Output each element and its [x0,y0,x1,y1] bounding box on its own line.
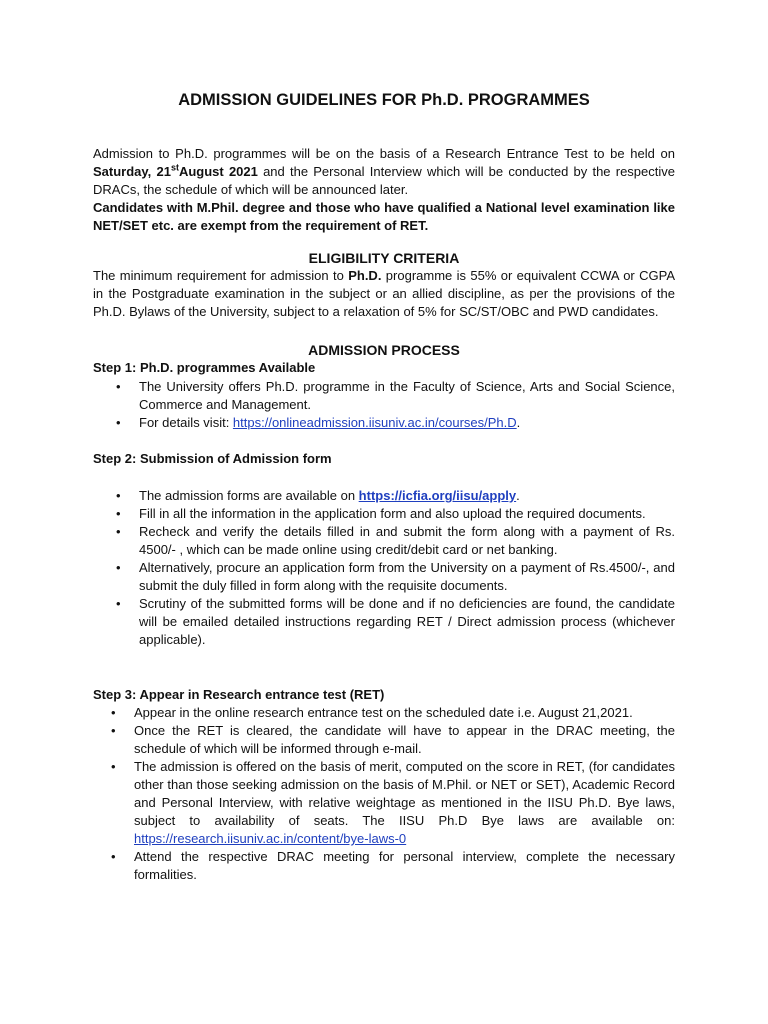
eligibility-heading: ELIGIBILITY CRITERIA [308,250,460,266]
exemption-paragraph: Candidates with M.Phil. degree and those who have qualified a National level examination like NET/SET etc. are exempt from the requirement of RET. [93,200,675,233]
list-item: • The University offers Ph.D. programme in the Faculty of Science, Arts and Social Science, Commerce and Management. [139,378,675,414]
list-item: • The admission forms are available on https://icfia.org/iisu/apply. [139,487,675,505]
ret-date: Saturday, 21stAugust 2021 [93,162,258,179]
step2-list [139,487,675,649]
page-title: ADMISSION GUIDELINES FOR Ph.D. PROGRAMMES [178,91,590,109]
bye-laws-link[interactable]: https://research.iisuniv.ac.in/content/bye-laws-0 [134,831,407,846]
list-item: • For details visit: https://onlineadmission.iisuniv.ac.in/courses/Ph.D. [139,414,675,432]
step2-title: Step 2: Submission of Admission form [93,451,332,466]
list-item: • Appear in the online research entrance test on the scheduled date i.e. August 21,2021. [134,704,675,722]
intro-text-2: and the Personal Interview which will be conducted by the respective DRACs, the schedule of which will be announced later. [93,164,675,197]
eligibility-paragraph: The minimum requirement for admission to Ph.D. programme is 55% or equivalent CCWA or CGPA in the Postgraduate examination in the subject or an allied discipline, as per the provisions of the Ph.D. Bylaws of the University, subject to a relaxation of 5% for SC/ST/OBC and PWD candidates. [93,268,675,319]
courses-link[interactable]: https://onlineadmission.iisuniv.ac.in/courses/Ph.D [232,415,517,430]
list-item: • Alternatively, procure an application form from the University on a payment of Rs.4500/-, and submit the duly filled in form along with the requisite documents. [139,559,675,595]
intro-text: Admission to Ph.D. programmes will be on the basis of a Research Entrance Test to be held on [93,146,675,161]
step3-list [134,704,675,884]
apply-link[interactable]: https://icfia.org/iisu/apply [358,488,517,503]
eligibility-section [93,267,675,321]
list-item: • Fill in all the information in the application form and also upload the required documents. [139,505,675,523]
list-item: • Once the RET is cleared, the candidate will have to appear in the DRAC meeting, the schedule of which will be informed through e-mail. [134,722,675,758]
step3-title: Step 3: Appear in Research entrance test (RET) [93,687,385,702]
step1-title: Step 1: Ph.D. programmes Available [93,360,316,375]
list-item: • Scrutiny of the submitted forms will be done and if no deficiencies are found, the candidate will be emailed detailed instructions regarding RET / Direct admission process (whichever applicable). [139,595,675,649]
admission-process-heading: ADMISSION PROCESS [308,342,460,358]
intro-paragraph [93,145,675,199]
list-item: • Recheck and verify the details filled in and submit the form along with a payment of Rs. 4500/- , which can be made online using credit/debit card or net banking. [139,523,675,559]
intro-section [93,145,675,235]
list-item: • The admission is offered on the basis of merit, computed on the score in RET, (for candidates other than those seeking admission on the basis of M.Phil. or NET or SET), Academic Record and Personal Interview, with relative weightage as mentioned in the IISU Ph.D. Bye laws, subject to availability of seats. The IISU Ph.D Bye laws are available on: https://research.iisuniv.ac.in/content/bye-laws-0 [134,758,675,848]
list-item: • Attend the respective DRAC meeting for personal interview, complete the necessary formalities. [134,848,675,884]
step1-list [139,378,675,432]
